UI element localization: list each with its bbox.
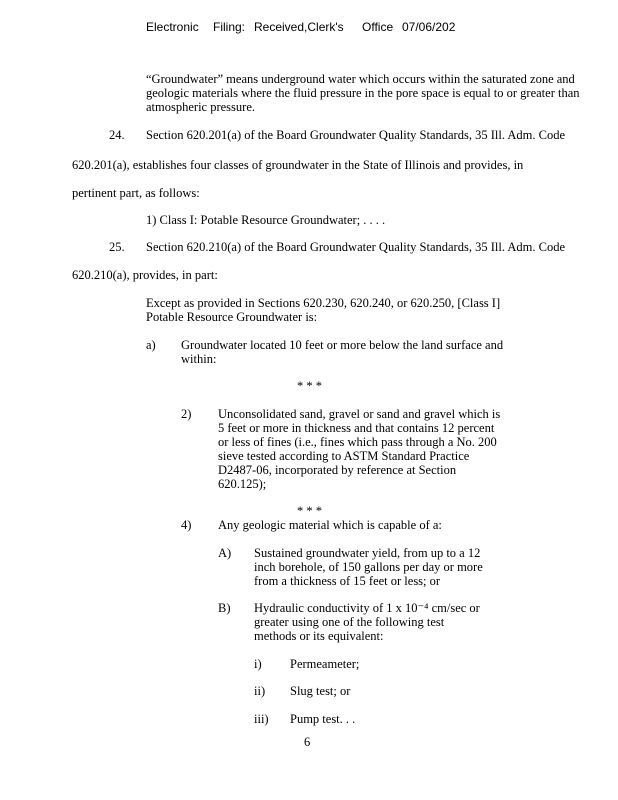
item-i-label: i) bbox=[254, 657, 262, 671]
item-4-text: Any geologic material which is capable of a: bbox=[218, 518, 442, 532]
header-filing: Filing: bbox=[213, 20, 246, 34]
item-B-text: Hydraulic conductivity of 1 x 10⁻⁴ cm/sec or greater using one of the following test methods or its equivalent: bbox=[254, 601, 480, 643]
groundwater-definition: “Groundwater” means underground water which occurs within the saturated zone and geologic materials where the fluid pressure in the pore space is equal to or greater than atmospheric pressure. bbox=[146, 72, 580, 114]
paragraph-24-quote: 1) Class I: Potable Resource Groundwater; . . . . bbox=[146, 213, 386, 227]
item-A-label: A) bbox=[218, 546, 232, 560]
item-2-text: Unconsolidated sand, gravel or sand and gravel which is 5 feet or more in thickness and that contains 12 percent or less of fines (i.e., fines which pass through a No. 200 sieve tested according to ASTM Standard Practice D2487-06, incorporated by reference at Section 620.125); bbox=[218, 407, 501, 491]
paragraph-25-line1: Section 620.210(a) of the Board Groundwater Quality Standards, 35 Ill. Adm. Code bbox=[146, 240, 566, 254]
item-2-label: 2) bbox=[181, 407, 192, 421]
item-iii-text: Pump test. . . bbox=[290, 712, 356, 726]
item-ii-label: ii) bbox=[254, 684, 266, 698]
header-electronic: Electronic bbox=[146, 20, 199, 34]
header-date: 07/06/202 bbox=[402, 20, 456, 34]
paragraph-24-line3: pertinent part, as follows: bbox=[72, 186, 200, 200]
item-iii-label: iii) bbox=[254, 712, 269, 726]
ellipsis-stars-1: * * * bbox=[297, 379, 322, 393]
item-a-text: Groundwater located 10 feet or more below the land surface and within: bbox=[181, 338, 504, 366]
paragraph-24-line1: Section 620.201(a) of the Board Groundwater Quality Standards, 35 Ill. Adm. Code bbox=[146, 128, 566, 142]
item-i-text: Permeameter; bbox=[290, 657, 360, 671]
item-A-text: Sustained groundwater yield, from up to a 12 inch borehole, of 150 gallons per day or more from a thickness of 15 feet or less; or bbox=[254, 546, 483, 588]
ellipsis-stars-2: * * * bbox=[297, 504, 322, 518]
item-4-label: 4) bbox=[181, 518, 192, 532]
header-office: Office bbox=[362, 20, 394, 34]
paragraph-25-line2: 620.210(a), provides, in part: bbox=[72, 268, 218, 282]
item-ii-text: Slug test; or bbox=[290, 684, 351, 698]
paragraph-24-number: 24. bbox=[109, 128, 125, 142]
page-number: 6 bbox=[304, 735, 311, 749]
item-B-label: B) bbox=[218, 601, 231, 615]
item-a-label: a) bbox=[146, 338, 156, 352]
quote-intro: Except as provided in Sections 620.230, 620.240, or 620.250, [Class I] Potable Resource Groundwater is: bbox=[146, 296, 501, 324]
header-received: Received,Clerk's bbox=[254, 20, 344, 34]
paragraph-25-number: 25. bbox=[109, 240, 125, 254]
paragraph-24-line2: 620.201(a), establishes four classes of groundwater in the State of Illinois and provides, in bbox=[72, 158, 524, 172]
